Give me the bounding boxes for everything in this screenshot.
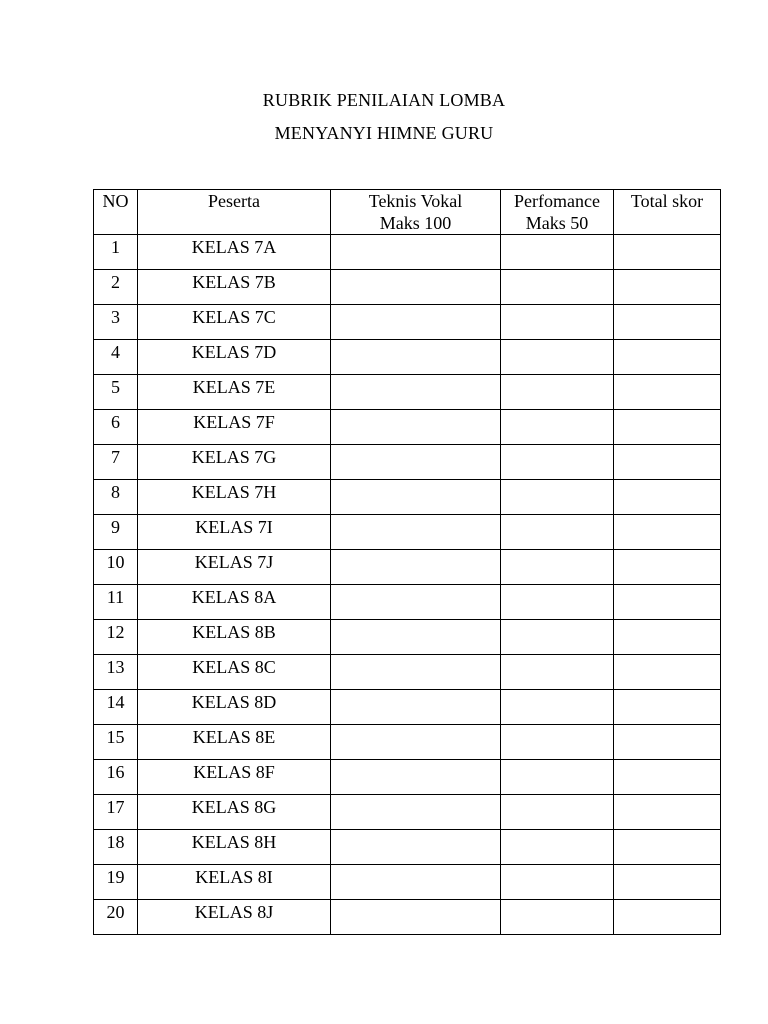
cell-total-skor[interactable] — [614, 480, 721, 515]
header-teknis-vokal — [331, 190, 501, 235]
cell-performance-score[interactable] — [501, 410, 614, 445]
cell-total-skor[interactable] — [614, 235, 721, 270]
document-title-line2: MENYANYI HIMNE GURU — [274, 123, 494, 143]
document-title-line1: RUBRIK PENILAIAN LOMBA — [262, 90, 506, 110]
cell-total-skor[interactable] — [614, 375, 721, 410]
cell-teknis-vokal-score[interactable] — [331, 795, 501, 830]
cell-performance-score[interactable] — [501, 340, 614, 375]
table-row — [94, 830, 721, 865]
cell-teknis-vokal-score[interactable] — [331, 515, 501, 550]
table-row — [94, 655, 721, 690]
table-row — [94, 410, 721, 445]
cell-performance-score[interactable] — [501, 235, 614, 270]
cell-no: 3 — [94, 305, 138, 340]
cell-performance-score[interactable] — [501, 795, 614, 830]
cell-peserta: KELAS 8C — [138, 655, 331, 690]
cell-teknis-vokal-score[interactable] — [331, 375, 501, 410]
cell-no: 19 — [94, 865, 138, 900]
cell-performance-score[interactable] — [501, 270, 614, 305]
cell-peserta: KELAS 7A — [138, 235, 331, 270]
cell-teknis-vokal-score[interactable] — [331, 480, 501, 515]
cell-no: 12 — [94, 620, 138, 655]
cell-teknis-vokal-score[interactable] — [331, 830, 501, 865]
table-row — [94, 725, 721, 760]
cell-performance-score[interactable] — [501, 830, 614, 865]
cell-peserta: KELAS 7E — [138, 375, 331, 410]
cell-total-skor[interactable] — [614, 585, 721, 620]
cell-no: 10 — [94, 550, 138, 585]
cell-teknis-vokal-score[interactable] — [331, 865, 501, 900]
cell-performance-score[interactable] — [501, 655, 614, 690]
cell-performance-score[interactable] — [501, 305, 614, 340]
cell-teknis-vokal-score[interactable] — [331, 305, 501, 340]
cell-teknis-vokal-score[interactable] — [331, 235, 501, 270]
table-row — [94, 480, 721, 515]
table-row — [94, 340, 721, 375]
cell-performance-score[interactable] — [501, 620, 614, 655]
table-row — [94, 620, 721, 655]
header-performance-max: Maks 50 — [525, 213, 589, 233]
cell-total-skor[interactable] — [614, 760, 721, 795]
table-row — [94, 445, 721, 480]
cell-teknis-vokal-score[interactable] — [331, 550, 501, 585]
cell-no: 17 — [94, 795, 138, 830]
cell-no: 4 — [94, 340, 138, 375]
cell-total-skor[interactable] — [614, 515, 721, 550]
cell-performance-score[interactable] — [501, 585, 614, 620]
table-row — [94, 270, 721, 305]
cell-no: 18 — [94, 830, 138, 865]
cell-no: 7 — [94, 445, 138, 480]
cell-teknis-vokal-score[interactable] — [331, 585, 501, 620]
cell-performance-score[interactable] — [501, 690, 614, 725]
cell-total-skor[interactable] — [614, 305, 721, 340]
cell-peserta: KELAS 7H — [138, 480, 331, 515]
cell-no: 13 — [94, 655, 138, 690]
cell-peserta: KELAS 7D — [138, 340, 331, 375]
cell-total-skor[interactable] — [614, 550, 721, 585]
table-row — [94, 795, 721, 830]
table-header-row — [94, 190, 721, 235]
cell-total-skor[interactable] — [614, 725, 721, 760]
cell-peserta: KELAS 7F — [138, 410, 331, 445]
cell-teknis-vokal-score[interactable] — [331, 270, 501, 305]
cell-peserta: KELAS 8D — [138, 690, 331, 725]
cell-no: 5 — [94, 375, 138, 410]
cell-total-skor[interactable] — [614, 690, 721, 725]
cell-peserta: KELAS 7J — [138, 550, 331, 585]
cell-performance-score[interactable] — [501, 760, 614, 795]
cell-peserta: KELAS 7C — [138, 305, 331, 340]
cell-no: 16 — [94, 760, 138, 795]
header-performance-label: Perfomance — [514, 191, 600, 211]
cell-performance-score[interactable] — [501, 515, 614, 550]
table-row — [94, 550, 721, 585]
cell-total-skor[interactable] — [614, 865, 721, 900]
cell-total-skor[interactable] — [614, 340, 721, 375]
header-no: NO — [94, 190, 138, 235]
cell-peserta: KELAS 8J — [138, 900, 331, 935]
cell-no: 1 — [94, 235, 138, 270]
cell-no: 6 — [94, 410, 138, 445]
cell-no: 20 — [94, 900, 138, 935]
cell-peserta: KELAS 7I — [138, 515, 331, 550]
table-row — [94, 375, 721, 410]
cell-teknis-vokal-score[interactable] — [331, 900, 501, 935]
cell-peserta: KELAS 8E — [138, 725, 331, 760]
table-row — [94, 690, 721, 725]
cell-peserta: KELAS 8G — [138, 795, 331, 830]
table-row — [94, 305, 721, 340]
cell-peserta: KELAS 8A — [138, 585, 331, 620]
table-row — [94, 515, 721, 550]
cell-performance-score[interactable] — [501, 900, 614, 935]
cell-no: 9 — [94, 515, 138, 550]
header-peserta: Peserta — [138, 190, 331, 235]
cell-teknis-vokal-score[interactable] — [331, 760, 501, 795]
cell-peserta: KELAS 7G — [138, 445, 331, 480]
cell-teknis-vokal-score[interactable] — [331, 690, 501, 725]
cell-no: 8 — [94, 480, 138, 515]
cell-peserta: KELAS 8H — [138, 830, 331, 865]
cell-no: 2 — [94, 270, 138, 305]
table-row — [94, 900, 721, 935]
cell-teknis-vokal-score[interactable] — [331, 340, 501, 375]
cell-total-skor[interactable] — [614, 410, 721, 445]
cell-total-skor[interactable] — [614, 620, 721, 655]
table-row — [94, 760, 721, 795]
cell-performance-score[interactable] — [501, 445, 614, 480]
table-body — [94, 235, 721, 935]
cell-peserta: KELAS 8I — [138, 865, 331, 900]
cell-total-skor[interactable] — [614, 445, 721, 480]
cell-peserta: KELAS 8B — [138, 620, 331, 655]
cell-total-skor[interactable] — [614, 830, 721, 865]
cell-performance-score[interactable] — [501, 865, 614, 900]
header-performance — [501, 190, 614, 235]
cell-peserta: KELAS 7B — [138, 270, 331, 305]
cell-total-skor[interactable] — [614, 270, 721, 305]
cell-no: 14 — [94, 690, 138, 725]
cell-teknis-vokal-score[interactable] — [331, 445, 501, 480]
table-row — [94, 585, 721, 620]
cell-teknis-vokal-score[interactable] — [331, 410, 501, 445]
cell-performance-score[interactable] — [501, 480, 614, 515]
cell-performance-score[interactable] — [501, 375, 614, 410]
header-teknis-vokal-max: Maks 100 — [379, 213, 452, 233]
cell-teknis-vokal-score[interactable] — [331, 655, 501, 690]
cell-no: 11 — [94, 585, 138, 620]
cell-total-skor[interactable] — [614, 795, 721, 830]
cell-performance-score[interactable] — [501, 725, 614, 760]
cell-performance-score[interactable] — [501, 550, 614, 585]
cell-total-skor[interactable] — [614, 900, 721, 935]
table-row — [94, 865, 721, 900]
header-teknis-vokal-label: Teknis Vokal — [368, 191, 463, 211]
header-total-skor: Total skor — [614, 190, 721, 235]
cell-no: 15 — [94, 725, 138, 760]
cell-teknis-vokal-score[interactable] — [331, 725, 501, 760]
cell-teknis-vokal-score[interactable] — [331, 620, 501, 655]
cell-peserta: KELAS 8F — [138, 760, 331, 795]
table-row — [94, 235, 721, 270]
cell-total-skor[interactable] — [614, 655, 721, 690]
rubric-table — [93, 189, 721, 935]
